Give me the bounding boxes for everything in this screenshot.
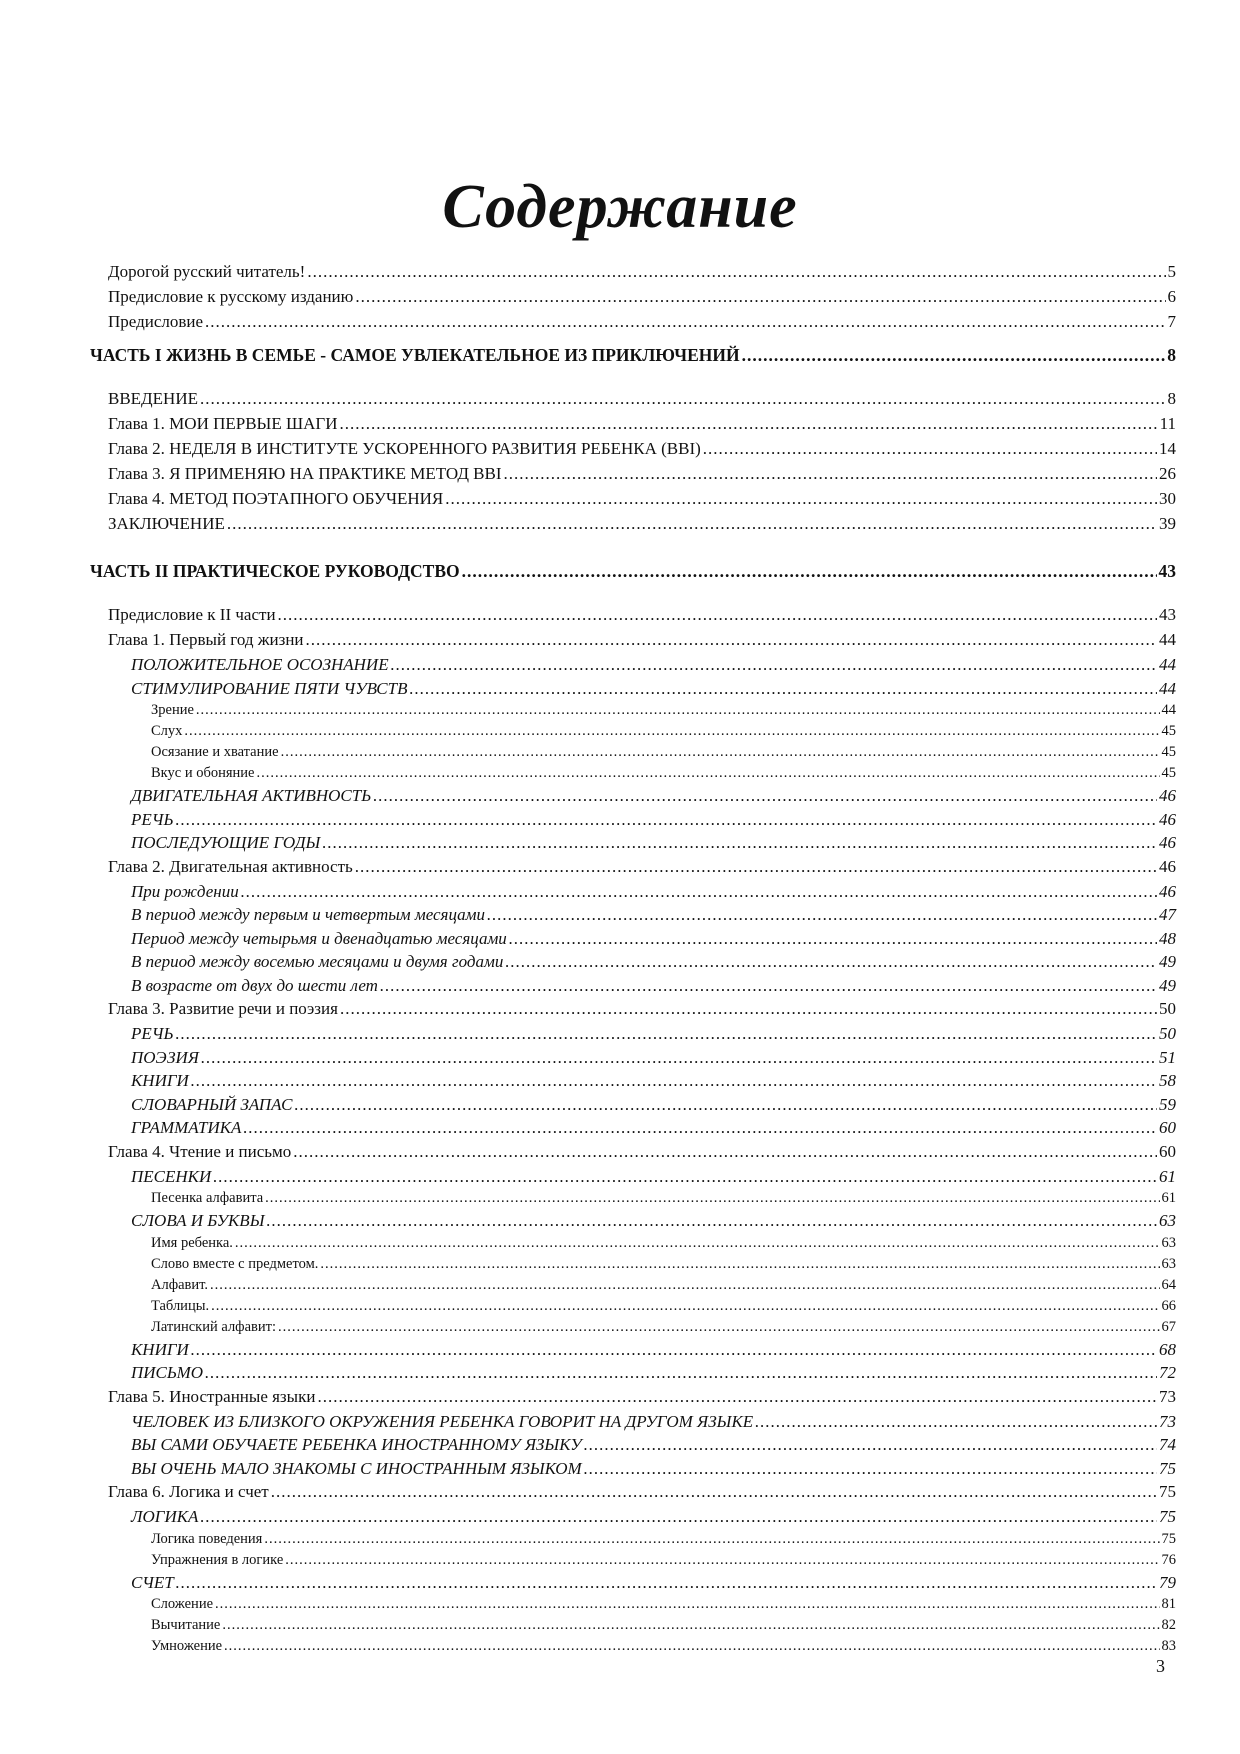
toc-entry[interactable] bbox=[90, 389, 1176, 414]
toc-entry[interactable] bbox=[90, 1235, 1176, 1256]
toc-entry-page: 46 bbox=[1159, 786, 1176, 805]
toc-entry-page: 8 bbox=[1167, 389, 1176, 408]
toc-entry-page: 50 bbox=[1159, 1024, 1176, 1043]
toc-entry-title: Глава 4. Чтение и письмо bbox=[108, 1141, 292, 1161]
toc-leader-dots bbox=[227, 514, 1157, 534]
toc-leader-dots bbox=[584, 1435, 1157, 1455]
toc-entry[interactable] bbox=[90, 1190, 1176, 1211]
toc-entry-title: Слух bbox=[151, 723, 183, 739]
toc-entry-page: 47 bbox=[1159, 905, 1176, 924]
toc-leader-dots bbox=[391, 655, 1157, 675]
toc-entry-page: 58 bbox=[1159, 1071, 1176, 1090]
toc-leader-dots bbox=[215, 1596, 1159, 1613]
toc-entry-title: Упражнения в логике bbox=[151, 1551, 284, 1568]
toc-entry[interactable] bbox=[90, 723, 1176, 744]
toc-entry-title: ПОСЛЕДУЮЩИЕ ГОДЫ bbox=[131, 833, 321, 852]
toc-entry-page: 5 bbox=[1167, 262, 1176, 281]
toc-entry-title: Вычитание bbox=[151, 1617, 221, 1633]
toc-entry[interactable] bbox=[90, 1638, 1176, 1659]
toc-entry-title: Глава 1. МОИ ПЕРВЫЕ ШАГИ bbox=[108, 414, 338, 433]
toc-entry[interactable] bbox=[90, 1024, 1176, 1048]
toc-entry-page: 75 bbox=[1161, 1530, 1176, 1547]
toc-entry-title: В период между первым и четвертым месяцами bbox=[131, 905, 486, 924]
toc-entry-title: Осязание и хватание bbox=[151, 744, 279, 760]
toc-entry-page: 67 bbox=[1161, 1318, 1176, 1335]
toc-leader-dots bbox=[742, 345, 1166, 366]
toc-entry-page: 44 bbox=[1159, 630, 1176, 649]
toc-entry-page: 49 bbox=[1159, 975, 1176, 995]
toc-entry-title: Глава 6. Логика и счет bbox=[108, 1482, 269, 1501]
toc-entry[interactable] bbox=[90, 439, 1176, 464]
toc-entry[interactable] bbox=[90, 1507, 1176, 1531]
toc-entry-page: 30 bbox=[1159, 489, 1176, 508]
toc-leader-dots bbox=[281, 744, 1160, 761]
toc-leader-dots bbox=[307, 262, 1165, 282]
toc-leader-dots bbox=[176, 1024, 1157, 1044]
toc-entry[interactable] bbox=[90, 905, 1176, 929]
toc-leader-dots bbox=[224, 1638, 1159, 1655]
toc-entry[interactable] bbox=[90, 679, 1176, 703]
toc-entry-title: Период между четырьмя и двенадцатью месяцами bbox=[131, 928, 507, 948]
toc-entry[interactable] bbox=[90, 287, 1176, 312]
toc-entry[interactable] bbox=[90, 605, 1176, 630]
toc-entry[interactable] bbox=[90, 630, 1176, 655]
toc-leader-dots bbox=[755, 1412, 1157, 1432]
toc-entry-page: 76 bbox=[1161, 1551, 1176, 1568]
toc-leader-dots bbox=[176, 1573, 1157, 1593]
toc-part-entry[interactable] bbox=[90, 553, 1176, 591]
toc-leader-dots bbox=[196, 702, 1160, 719]
toc-entry[interactable] bbox=[90, 952, 1176, 976]
toc-leader-dots bbox=[201, 1048, 1157, 1068]
toc-leader-dots bbox=[504, 464, 1158, 484]
toc-spacer bbox=[90, 539, 1176, 553]
toc-entry-title: СЧЕТ bbox=[131, 1572, 174, 1592]
toc-entry-title: Предисловие к II части bbox=[108, 605, 276, 624]
toc-leader-dots bbox=[380, 976, 1157, 996]
toc-entry-page: 75 bbox=[1159, 1458, 1176, 1478]
toc-leader-dots bbox=[487, 905, 1157, 925]
toc-entry[interactable] bbox=[90, 1387, 1176, 1412]
toc-entry[interactable] bbox=[90, 1071, 1176, 1095]
page-title: Содержание bbox=[442, 173, 798, 241]
toc-entry-page: 11 bbox=[1159, 414, 1176, 433]
toc-leader-dots bbox=[306, 630, 1157, 650]
toc-entry[interactable] bbox=[90, 1167, 1176, 1191]
toc-leader-dots bbox=[213, 1167, 1157, 1187]
toc-leader-dots bbox=[409, 679, 1157, 699]
toc-leader-dots bbox=[267, 1211, 1157, 1231]
toc-leader-dots bbox=[264, 1531, 1159, 1548]
toc-entry-title: СТИМУЛИРОВАНИЕ ПЯТИ ЧУВСТВ bbox=[131, 678, 408, 698]
toc-leader-dots bbox=[211, 1298, 1159, 1315]
toc-entry-title: Логика поведения bbox=[151, 1530, 263, 1547]
toc-entry-page: 60 bbox=[1159, 1118, 1176, 1137]
toc-entry-title: ПОЛОЖИТЕЛЬНОЕ ОСОЗНАНИЕ bbox=[131, 655, 389, 674]
toc-entry-title: РЕЧЬ bbox=[131, 809, 174, 829]
toc-entry[interactable] bbox=[90, 1435, 1176, 1459]
toc-entry[interactable] bbox=[90, 1459, 1176, 1483]
toc-entry-page: 44 bbox=[1159, 678, 1176, 698]
toc-leader-dots bbox=[320, 1256, 1159, 1273]
toc-entry-page: 72 bbox=[1159, 1363, 1176, 1382]
toc-entry[interactable] bbox=[90, 414, 1176, 439]
toc-entry-title: Глава 3. Развитие речи и поэзия bbox=[108, 999, 338, 1018]
toc-entry-title: ГРАММАТИКА bbox=[131, 1118, 242, 1137]
toc-entry-page: 66 bbox=[1161, 1297, 1176, 1314]
toc-entry-title: КНИГИ bbox=[131, 1071, 189, 1090]
toc-entry[interactable] bbox=[90, 1048, 1176, 1072]
toc-leader-dots bbox=[509, 929, 1157, 949]
toc-entry[interactable] bbox=[90, 1118, 1176, 1142]
toc-entry-title: Слово вместе с предметом. bbox=[151, 1255, 319, 1272]
toc-entry[interactable] bbox=[90, 1211, 1176, 1235]
toc-entry-title: Умножение bbox=[151, 1638, 223, 1654]
toc-leader-dots bbox=[176, 810, 1157, 830]
toc-entry-page: 64 bbox=[1161, 1276, 1176, 1293]
toc-entry-title: ВЫ САМИ ОБУЧАЕТЕ РЕБЕНКА ИНОСТРАННОМУ ЯЗЫКУ bbox=[131, 1435, 582, 1454]
toc-entry[interactable] bbox=[90, 857, 1176, 882]
toc-entry-page: 39 bbox=[1159, 514, 1176, 533]
toc-entry-page: 50 bbox=[1159, 999, 1176, 1018]
toc-entry-title: ЧЕЛОВЕК ИЗ БЛИЗКОГО ОКРУЖЕНИЯ РЕБЕНКА ГОВОРИТ НА ДРУГОМ ЯЗЫКЕ bbox=[131, 1411, 754, 1431]
toc-leader-dots bbox=[373, 786, 1157, 806]
toc-entry-page: 26 bbox=[1159, 464, 1176, 483]
toc-leader-dots bbox=[703, 439, 1157, 459]
toc-entry-page: 43 bbox=[1159, 605, 1176, 624]
table-of-contents bbox=[90, 262, 1176, 1659]
toc-entry-page: 63 bbox=[1161, 1234, 1176, 1251]
toc-entry-page: 48 bbox=[1159, 928, 1176, 948]
toc-entry[interactable] bbox=[90, 1340, 1176, 1364]
toc-entry-title: Таблицы. bbox=[151, 1297, 210, 1314]
toc-entry-title: Дорогой русский читатель! bbox=[108, 262, 306, 281]
toc-entry-page: 63 bbox=[1161, 1255, 1176, 1272]
toc-entry[interactable] bbox=[90, 702, 1176, 723]
toc-entry[interactable] bbox=[90, 1617, 1176, 1638]
toc-leader-dots bbox=[191, 1071, 1157, 1091]
toc-entry[interactable] bbox=[90, 1363, 1176, 1387]
toc-entry-title: ЛОГИКА bbox=[131, 1507, 199, 1526]
toc-leader-dots bbox=[294, 1095, 1157, 1115]
toc-part-entry[interactable] bbox=[90, 337, 1176, 375]
toc-entry[interactable] bbox=[90, 1552, 1176, 1573]
toc-leader-dots bbox=[355, 287, 1165, 307]
toc-entry-page: 73 bbox=[1159, 1411, 1176, 1431]
toc-entry-title: Песенка алфавита bbox=[151, 1190, 264, 1206]
toc-leader-dots bbox=[278, 605, 1157, 625]
toc-leader-dots bbox=[584, 1459, 1157, 1479]
toc-leader-dots bbox=[205, 1363, 1157, 1383]
toc-leader-dots bbox=[243, 1118, 1157, 1138]
toc-entry-title: Глава 4. МЕТОД ПОЭТАПНОГО ОБУЧЕНИЯ bbox=[108, 489, 444, 508]
toc-entry-title: ПИСЬМО bbox=[131, 1363, 204, 1382]
toc-leader-dots bbox=[184, 723, 1159, 740]
toc-entry[interactable] bbox=[90, 999, 1176, 1024]
toc-entry-page: 51 bbox=[1159, 1047, 1176, 1067]
toc-entry-page: 6 bbox=[1167, 287, 1176, 306]
toc-entry[interactable] bbox=[90, 810, 1176, 834]
toc-entry[interactable] bbox=[90, 1482, 1176, 1507]
toc-entry-title: В возрасте от двух до шести лет bbox=[131, 975, 378, 995]
toc-entry-page: 60 bbox=[1159, 1141, 1176, 1161]
toc-entry-title: ЧАСТЬ I ЖИЗНЬ В СЕМЬЕ - САМОЕ УВЛЕКАТЕЛЬНОЕ ИЗ ПРИКЛЮЧЕНИЙ bbox=[90, 345, 740, 365]
toc-entry-title: Предисловие bbox=[108, 312, 204, 331]
toc-entry-title: ВВЕДЕНИЕ bbox=[108, 389, 198, 408]
toc-entry[interactable] bbox=[90, 929, 1176, 953]
toc-entry[interactable] bbox=[90, 514, 1176, 539]
toc-entry[interactable] bbox=[90, 976, 1176, 1000]
toc-spacer bbox=[90, 591, 1176, 605]
toc-entry[interactable] bbox=[90, 1319, 1176, 1340]
toc-entry[interactable] bbox=[90, 1412, 1176, 1436]
toc-entry-page: 44 bbox=[1159, 655, 1176, 674]
toc-entry-title: КНИГИ bbox=[131, 1339, 189, 1359]
toc-entry-title: РЕЧЬ bbox=[131, 1024, 174, 1043]
toc-entry[interactable] bbox=[90, 833, 1176, 857]
toc-leader-dots bbox=[191, 1340, 1157, 1360]
toc-entry-title: Зрение bbox=[151, 702, 194, 718]
toc-leader-dots bbox=[200, 389, 1166, 409]
toc-entry[interactable] bbox=[90, 786, 1176, 810]
toc-leader-dots bbox=[222, 1617, 1159, 1634]
toc-entry-page: 82 bbox=[1161, 1617, 1176, 1633]
toc-leader-dots bbox=[293, 1142, 1157, 1162]
toc-entry-page: 46 bbox=[1159, 809, 1176, 829]
toc-entry-title: Сложение bbox=[151, 1596, 214, 1612]
toc-entry-page: 75 bbox=[1159, 1482, 1176, 1501]
toc-entry-page: 81 bbox=[1161, 1596, 1176, 1612]
toc-entry-page: 59 bbox=[1159, 1094, 1176, 1114]
toc-entry-page: 61 bbox=[1161, 1190, 1176, 1206]
toc-entry-title: СЛОВА И БУКВЫ bbox=[131, 1211, 265, 1230]
toc-entry-page: 43 bbox=[1158, 561, 1176, 581]
toc-entry-title: Имя ребенка. bbox=[151, 1234, 233, 1251]
toc-entry-title: ЗАКЛЮЧЕНИЕ bbox=[108, 514, 225, 533]
toc-entry-title: При рождении bbox=[131, 881, 239, 901]
toc-entry-title: Латинский алфавит: bbox=[151, 1318, 276, 1335]
toc-spacer bbox=[90, 375, 1176, 389]
toc-entry[interactable] bbox=[90, 489, 1176, 514]
toc-entry-title: ДВИГАТЕЛЬНАЯ АКТИВНОСТЬ bbox=[131, 786, 372, 805]
toc-leader-dots bbox=[317, 1387, 1157, 1407]
toc-entry-title: Предисловие к русскому изданию bbox=[108, 287, 354, 306]
toc-entry-page: 45 bbox=[1161, 723, 1176, 739]
toc-entry[interactable] bbox=[90, 655, 1176, 679]
toc-entry-page: 46 bbox=[1159, 856, 1176, 876]
page-number: 3 bbox=[1156, 1656, 1165, 1676]
toc-entry-page: 75 bbox=[1159, 1507, 1176, 1526]
toc-leader-dots bbox=[340, 999, 1157, 1019]
toc-entry[interactable] bbox=[90, 1256, 1176, 1277]
toc-leader-dots bbox=[322, 833, 1157, 853]
toc-entry-title: ПОЭЗИЯ bbox=[131, 1047, 199, 1067]
toc-entry-page: 79 bbox=[1159, 1572, 1176, 1592]
toc-leader-dots bbox=[445, 489, 1157, 509]
toc-entry[interactable] bbox=[90, 464, 1176, 489]
toc-entry-page: 45 bbox=[1161, 744, 1176, 760]
toc-entry-title: Глава 2. НЕДЕЛЯ В ИНСТИТУТЕ УСКОРЕННОГО РАЗВИТИЯ РЕБЕНКА (BBI) bbox=[108, 439, 701, 458]
toc-entry-page: 46 bbox=[1159, 833, 1176, 852]
toc-leader-dots bbox=[200, 1507, 1157, 1527]
toc-entry[interactable] bbox=[90, 882, 1176, 906]
toc-entry-page: 8 bbox=[1167, 345, 1176, 365]
toc-entry[interactable] bbox=[90, 1298, 1176, 1319]
toc-entry-title: Глава 2. Двигательная активность bbox=[108, 856, 353, 876]
toc-entry-page: 74 bbox=[1159, 1435, 1176, 1454]
toc-entry-page: 49 bbox=[1159, 952, 1176, 971]
toc-entry-page: 7 bbox=[1167, 312, 1176, 331]
toc-entry-title: Глава 1. Первый год жизни bbox=[108, 630, 304, 649]
toc-leader-dots bbox=[285, 1552, 1159, 1569]
toc-entry[interactable] bbox=[90, 1095, 1176, 1119]
toc-entry-title: Глава 5. Иностранные языки bbox=[108, 1386, 316, 1406]
toc-leader-dots bbox=[210, 1277, 1159, 1294]
toc-entry-page: 73 bbox=[1159, 1386, 1176, 1406]
toc-leader-dots bbox=[235, 1235, 1160, 1252]
toc-entry-title: Алфавит. bbox=[151, 1276, 209, 1293]
toc-entry-title: Глава 3. Я ПРИМЕНЯЮ НА ПРАКТИКЕ МЕТОД BBI bbox=[108, 464, 502, 483]
toc-entry-page: 68 bbox=[1159, 1339, 1176, 1359]
toc-leader-dots bbox=[241, 882, 1157, 902]
toc-leader-dots bbox=[278, 1319, 1160, 1336]
toc-entry[interactable] bbox=[90, 744, 1176, 765]
toc-entry-title: Вкус и обоняние bbox=[151, 765, 255, 781]
toc-entry[interactable] bbox=[90, 1277, 1176, 1298]
toc-entry[interactable] bbox=[90, 262, 1176, 287]
toc-entry-page: 83 bbox=[1161, 1638, 1176, 1654]
toc-entry-page: 46 bbox=[1159, 881, 1176, 901]
toc-entry-page: 44 bbox=[1161, 702, 1176, 718]
toc-entry-title: ПЕСЕНКИ bbox=[131, 1166, 212, 1186]
toc-leader-dots bbox=[265, 1190, 1159, 1207]
toc-entry[interactable] bbox=[90, 1596, 1176, 1617]
toc-entry-title: В период между восемью месяцами и двумя годами bbox=[131, 952, 504, 971]
toc-entry[interactable] bbox=[90, 765, 1176, 786]
toc-leader-dots bbox=[340, 414, 1158, 434]
toc-leader-dots bbox=[256, 765, 1159, 782]
toc-leader-dots bbox=[205, 312, 1165, 332]
toc-leader-dots bbox=[271, 1482, 1157, 1502]
toc-leader-dots bbox=[355, 857, 1157, 877]
toc-entry[interactable] bbox=[90, 1573, 1176, 1597]
toc-entry-title: ВЫ ОЧЕНЬ МАЛО ЗНАКОМЫ С ИНОСТРАННЫМ ЯЗЫКОМ bbox=[131, 1458, 582, 1478]
toc-entry[interactable] bbox=[90, 312, 1176, 337]
toc-entry[interactable] bbox=[90, 1142, 1176, 1167]
toc-entry-title: ЧАСТЬ II ПРАКТИЧЕСКОЕ РУКОВОДСТВО bbox=[90, 561, 460, 581]
toc-entry-page: 61 bbox=[1159, 1166, 1176, 1186]
toc-entry-title: СЛОВАРНЫЙ ЗАПАС bbox=[131, 1094, 293, 1114]
toc-entry-page: 14 bbox=[1159, 439, 1176, 458]
toc-entry-page: 63 bbox=[1159, 1211, 1176, 1230]
toc-entry[interactable] bbox=[90, 1531, 1176, 1552]
toc-leader-dots bbox=[462, 561, 1157, 582]
toc-entry-page: 45 bbox=[1161, 765, 1176, 781]
toc-leader-dots bbox=[505, 952, 1157, 972]
